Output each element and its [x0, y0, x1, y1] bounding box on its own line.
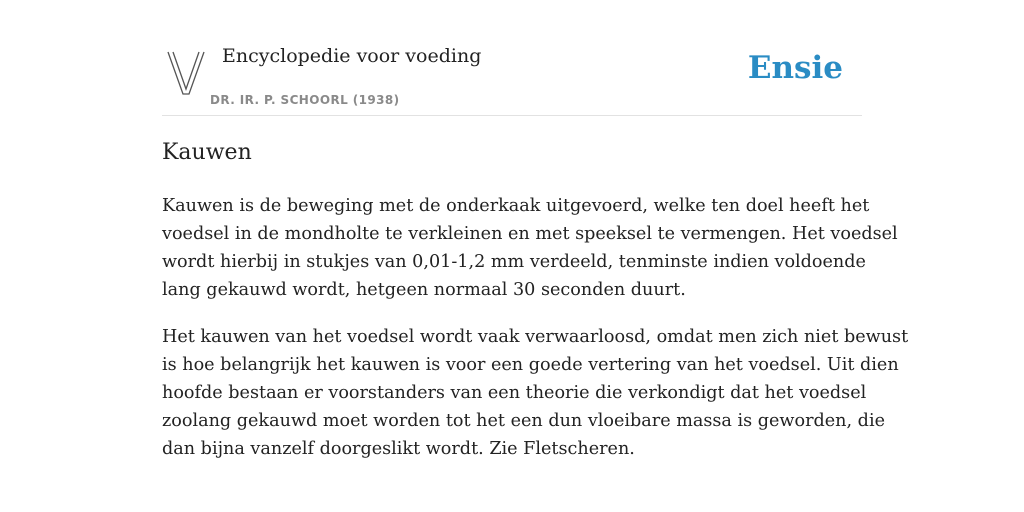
paragraph-line: lang gekauwd wordt, hetgeen normaal 30 seconden duurt. — [162, 280, 686, 300]
book-author: DR. IR. P. SCHOORL (1938) — [210, 93, 400, 107]
brand-logo-link[interactable]: Ensie — [747, 50, 843, 86]
article-title: Kauwen — [162, 140, 252, 165]
article-paragraph — [162, 323, 909, 463]
header — [162, 0, 862, 116]
paragraph-line: dan bijna vanzelf doorgeslikt wordt. Zie Fletscheren. — [162, 439, 635, 459]
paragraph-line: Het kauwen van het voedsel wordt vaak verwaarloosd, omdat men zich niet bewust — [162, 327, 909, 347]
paragraph-line: Kauwen is de beweging met de onderkaak uitgevoerd, welke ten doel heeft het — [162, 196, 870, 216]
article-paragraph — [162, 192, 898, 304]
paragraph-line: zoolang gekauwd moet worden tot het een dun vloeibare massa is geworden, die — [162, 411, 885, 431]
book-title-link[interactable]: Encyclopedie voor voeding — [222, 45, 482, 67]
v-logo-icon[interactable] — [166, 50, 206, 96]
article-body — [162, 192, 909, 482]
paragraph-line: hoofde bestaan er voorstanders van een theorie die verkondigt dat het voedsel — [162, 383, 867, 403]
paragraph-line: wordt hierbij in stukjes van 0,01-1,2 mm verdeeld, tenminste indien voldoende — [162, 252, 866, 272]
paragraph-line: is hoe belangrijk het kauwen is voor een goede vertering van het voedsel. Uit dien — [162, 355, 899, 375]
page — [162, 0, 909, 512]
paragraph-line: voedsel in de mondholte te verkleinen en met speeksel te vermengen. Het voedsel — [162, 224, 898, 244]
